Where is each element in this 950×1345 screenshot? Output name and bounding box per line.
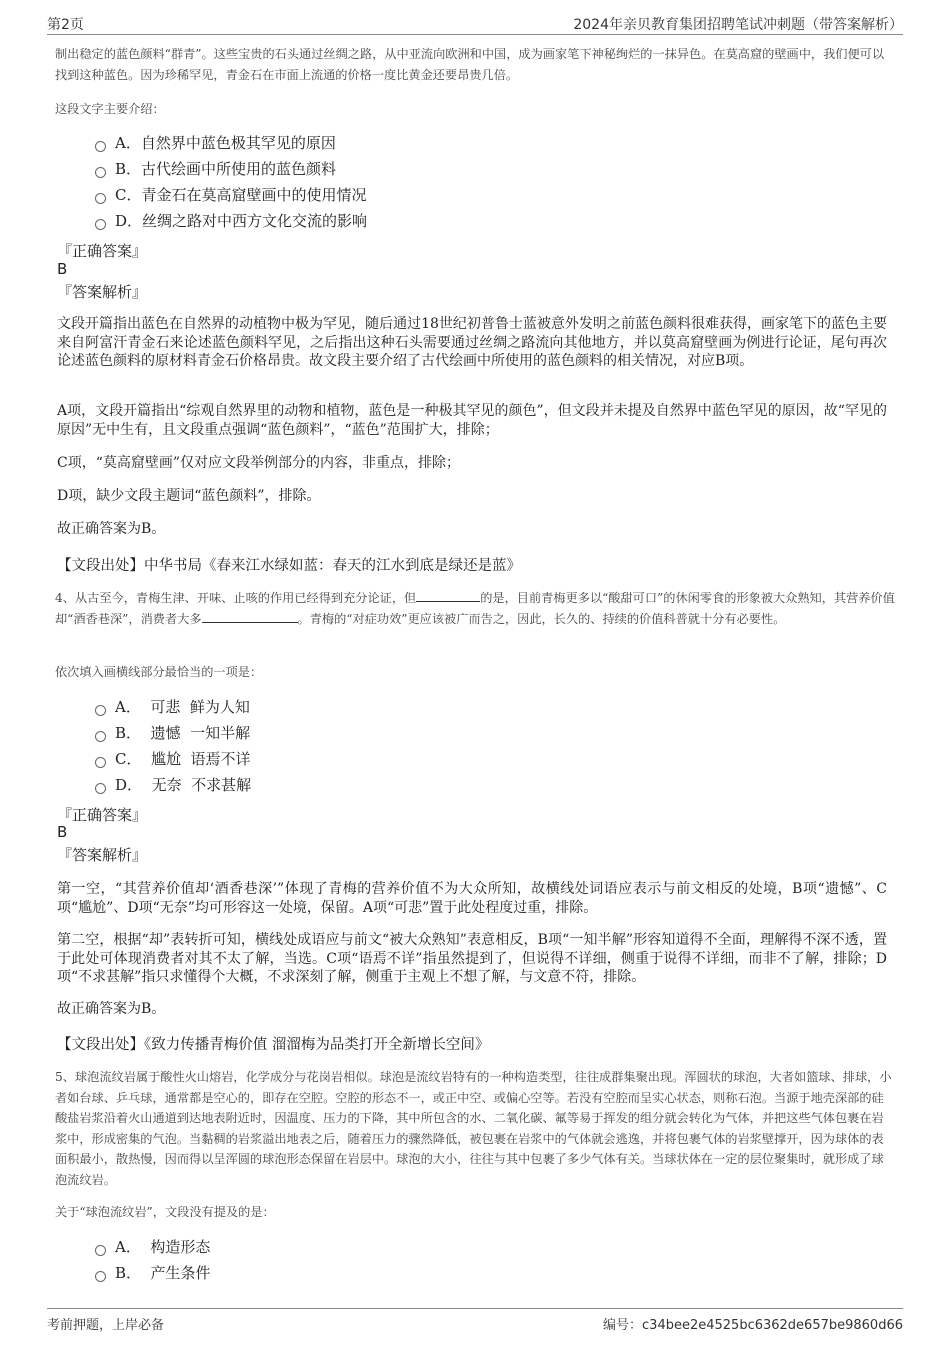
q3-analysis-2: A项，文段开篇指出“综观自然界里的动物和植物，蓝色是一种极其罕见的颜色”，但文段并未提及自然界中蓝色罕见的原因，故“罕见的原因”无中生有，且文段重点强调“蓝色颜料”，“蓝色”范围扩大，排除； — [57, 403, 887, 438]
q3-stem: 这段文字主要介绍： — [55, 102, 165, 116]
q3-option-c[interactable]: C．青金石在莫高窟壁画中的使用情况 — [95, 182, 367, 208]
q4-analysis-3: 故正确答案为B。 — [57, 1001, 166, 1017]
q5-option-b[interactable]: B． 产生条件 — [95, 1260, 211, 1286]
radio-icon[interactable] — [95, 1245, 106, 1256]
radio-icon[interactable] — [95, 219, 106, 230]
page-header — [47, 12, 903, 35]
q4-analysis-label: 『答案解析』 — [57, 846, 148, 864]
radio-icon[interactable] — [95, 193, 106, 204]
q5-stem: 关于“球泡流纹岩”，文段没有提及的是： — [55, 1205, 275, 1219]
q3-option-d[interactable]: D．丝绸之路对中西方文化交流的影响 — [95, 208, 367, 234]
q3-analysis-5: 故正确答案为B。 — [57, 521, 166, 537]
q4-answer: B — [57, 823, 68, 841]
radio-icon[interactable] — [95, 731, 106, 742]
q4-option-d[interactable]: D． 无奈 不求甚解 — [95, 772, 251, 798]
q3-passage-tail: 制出稳定的蓝色颜料“群青”。这些宝贵的石头通过丝绸之路，从中亚流向欧洲和中国，成为画家笔下神秘绚烂的一抹异色。在莫高窟的壁画中，我们便可以找到这种蓝色。因为珍稀罕见，青金石在市面上流通的价格一度比黄金还要昂贵几倍。 — [55, 47, 885, 82]
q4-option-a[interactable]: A． 可悲 鲜为人知 — [95, 694, 251, 720]
q3-analysis-label: 『答案解析』 — [57, 283, 148, 301]
q5-options — [95, 1234, 211, 1286]
radio-icon[interactable] — [95, 1271, 106, 1282]
q3-answer: B — [57, 260, 68, 278]
radio-icon[interactable] — [95, 705, 106, 716]
blank-2[interactable] — [202, 610, 298, 623]
q3-analysis-3: C项，“莫高窟壁画”仅对应文段举例部分的内容，非重点，排除； — [57, 455, 461, 471]
q4-options — [95, 694, 251, 798]
q3-option-b[interactable]: B．古代绘画中所使用的蓝色颜料 — [95, 156, 367, 182]
radio-icon[interactable] — [95, 783, 106, 794]
page-number: 第2页 — [47, 17, 84, 33]
q4-analysis-1: 第一空，“其营养价值却‘酒香巷深’”体现了青梅的营养价值不为大众所知，故横线处词语应表示与前文相反的处境，B项“遗憾”、C项“尴尬”、D项“无奈”均可形容这一处境，保留。A项“可悲”置于此处程度过重，排除。 — [57, 881, 887, 916]
radio-icon[interactable] — [95, 141, 106, 152]
q4-answer-label: 『正确答案』 — [57, 806, 148, 824]
q3-analysis-1: 文段开篇指出蓝色在自然界的动植物中极为罕见，随后通过18世纪初普鲁士蓝被意外发明之前蓝色颜料很难获得，画家笔下的蓝色主要来自阿富汗青金石来论述蓝色颜料罕见，之后指出这种石头需要通过丝绸之路流向其他地方，并以莫高窟壁画为例进行论证，尾句再次论述蓝色颜料的原材料青金石价格昂贵。故文段主要介绍了古代绘画中所使用的蓝色颜料的相关情况，对应B项。 — [57, 316, 887, 369]
radio-icon[interactable] — [95, 167, 106, 178]
q4-stem: 依次填入画横线部分最恰当的一项是： — [55, 665, 263, 679]
q4-source: 【文段出处】《致力传播青梅价值 溜溜梅为品类打开全新增长空间》 — [57, 1037, 490, 1053]
document-title: 2024年亲贝教育集团招聘笔试冲刺题（带答案解析） — [573, 17, 903, 33]
q4-option-b[interactable]: B． 遗憾 一知半解 — [95, 720, 251, 746]
q3-options — [95, 130, 367, 234]
page-footer — [47, 1308, 903, 1333]
q4-passage: 4、从古至今，青梅生津、开味、止咳的作用已经得到充分论证，但 的是，目前青梅更多以“酸甜可口”的休闲零食的形象被大众熟知，其营养价值却“酒香巷深”，消费者大多 。青梅的“对症功效”更应该被广而告之，因此，长久的、持续的价值科普就十分有必要性。 — [55, 591, 895, 626]
q3-analysis-4: D项，缺少文段主题词“蓝色颜料”，排除。 — [57, 488, 321, 504]
q3-option-a[interactable]: A．自然界中蓝色极其罕见的原因 — [95, 130, 367, 156]
q3-source: 【文段出处】中华书局《春来江水绿如蓝：春天的江水到底是绿还是蓝》 — [57, 558, 521, 574]
q3-answer-label: 『正确答案』 — [57, 242, 148, 260]
q5-option-a[interactable]: A． 构造形态 — [95, 1234, 211, 1260]
q5-passage: 5、球泡流纹岩属于酸性火山熔岩，化学成分与花岗岩相似。球泡是流纹岩特有的一种构造类型，往往成群集聚出现。浑圆状的球泡，大者如篮球、排球，小者如台球、乒乓球，通常都是空心的，即存在空腔。空腔的形态不一，或正中空、或偏心空等。若没有空腔而呈实心状态，则称石泡。当源于地壳深部的硅酸盐岩浆沿着火山通道到达地表附近时，因温度、压力的下降，其中所包含的水、二氧化碳、氟等易于挥发的组分就会转化为气体，并把这些气体包裹在岩浆中，形成密集的气泡。当黏稠的岩浆溢出地表之后，随着压力的骤然降低，被包裹在岩浆中的气体就会逃逸，并将包裹气体的岩浆壁撑开，因为球体的表面积最小，散热慢，因而得以呈浑圆的球泡形态保留在岩层中。球泡的大小，往往与其中包裹了多少气体有关。当球状体在一定的层位聚集时，就形成了球泡流纹岩。 — [55, 1070, 892, 1187]
radio-icon[interactable] — [95, 757, 106, 768]
footer-code: 编号：c34bee2e4525bc6362de657be9860d66 — [603, 1318, 903, 1333]
q4-option-c[interactable]: C． 尴尬 语焉不详 — [95, 746, 251, 772]
footer-motto: 考前押题，上岸必备 — [47, 1318, 165, 1333]
blank-1[interactable] — [416, 589, 480, 602]
q4-analysis-2: 第二空，根据“却”表转折可知，横线处成语应与前文“被大众熟知”表意相反，B项“一知半解”形容知道得不全面，理解得不深不透，置于此处可体现消费者对其不太了解，当选。C项“语焉不详”指虽然提到了，但说得不详细，侧重于说得不详细，而非不了解，排除；D项“不求甚解”指只求懂得个大概，不求深刻了解，侧重于主观上不想了解，与文意不符，排除。 — [57, 932, 887, 985]
